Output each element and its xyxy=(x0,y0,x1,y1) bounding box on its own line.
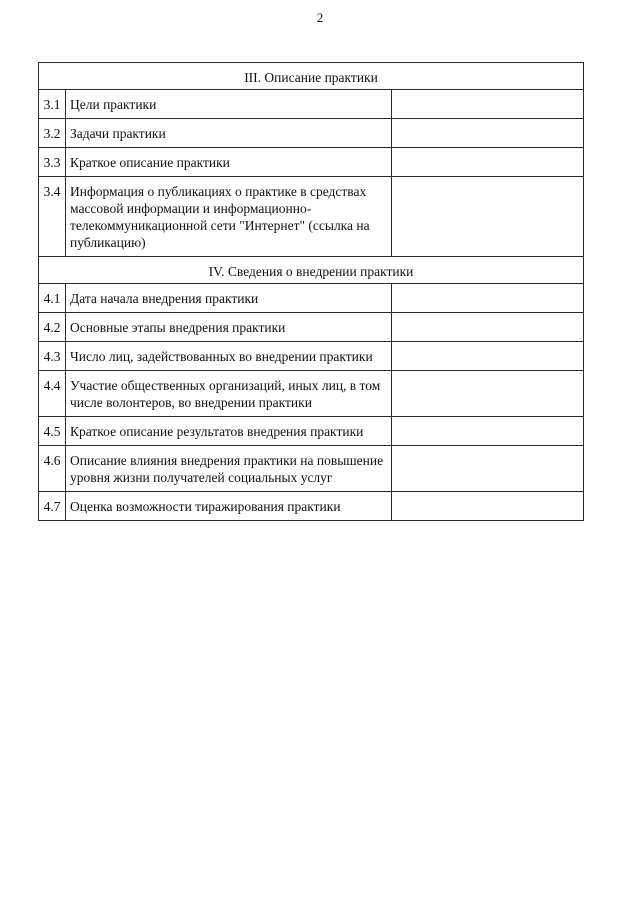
row-number: 4.2 xyxy=(39,313,66,342)
row-value-cell[interactable] xyxy=(392,119,584,148)
section-header-row xyxy=(39,257,584,284)
table-row xyxy=(39,446,584,492)
row-value-cell[interactable] xyxy=(392,492,584,521)
row-number: 3.2 xyxy=(39,119,66,148)
table-row xyxy=(39,417,584,446)
row-number: 3.4 xyxy=(39,177,66,257)
row-number: 3.3 xyxy=(39,148,66,177)
table-row xyxy=(39,177,584,257)
row-number: 4.3 xyxy=(39,342,66,371)
practice-form-table xyxy=(38,62,584,521)
row-value-cell[interactable] xyxy=(392,177,584,257)
table-row xyxy=(39,119,584,148)
page-number: 2 xyxy=(316,10,324,25)
row-value-cell[interactable] xyxy=(392,284,584,313)
row-number: 4.4 xyxy=(39,371,66,417)
row-label: Дата начала внедрения практики xyxy=(66,284,392,313)
section-header-row xyxy=(39,63,584,90)
row-label: Основные этапы внедрения практики xyxy=(66,313,392,342)
row-label: Краткое описание практики xyxy=(66,148,392,177)
row-value-cell[interactable] xyxy=(392,313,584,342)
row-number: 3.1 xyxy=(39,90,66,119)
row-label: Цели практики xyxy=(66,90,392,119)
table-row xyxy=(39,284,584,313)
table-row xyxy=(39,148,584,177)
row-label: Описание влияния внедрения практики на повышение уровня жизни получателей социальных услуг xyxy=(66,446,392,492)
row-number: 4.5 xyxy=(39,417,66,446)
row-value-cell[interactable] xyxy=(392,371,584,417)
table-row xyxy=(39,313,584,342)
row-label: Задачи практики xyxy=(66,119,392,148)
table-row xyxy=(39,90,584,119)
row-label: Информация о публикациях о практике в средствах массовой информации и информационно-телекоммуникационной сети "Интернет" (ссылка на публикацию) xyxy=(66,177,392,257)
form-table-body xyxy=(39,63,584,521)
row-value-cell[interactable] xyxy=(392,342,584,371)
section-title: III. Описание практики xyxy=(39,63,584,90)
row-number: 4.6 xyxy=(39,446,66,492)
row-number: 4.7 xyxy=(39,492,66,521)
row-value-cell[interactable] xyxy=(392,446,584,492)
row-number: 4.1 xyxy=(39,284,66,313)
table-row xyxy=(39,342,584,371)
row-value-cell[interactable] xyxy=(392,90,584,119)
table-row xyxy=(39,492,584,521)
row-label: Число лиц, задействованных во внедрении практики xyxy=(66,342,392,371)
row-label: Краткое описание результатов внедрения практики xyxy=(66,417,392,446)
row-label: Оценка возможности тиражирования практики xyxy=(66,492,392,521)
row-value-cell[interactable] xyxy=(392,148,584,177)
table-row xyxy=(39,371,584,417)
row-value-cell[interactable] xyxy=(392,417,584,446)
row-label: Участие общественных организаций, иных лиц, в том числе волонтеров, во внедрении практики xyxy=(66,371,392,417)
section-title: IV. Сведения о внедрении практики xyxy=(39,257,584,284)
